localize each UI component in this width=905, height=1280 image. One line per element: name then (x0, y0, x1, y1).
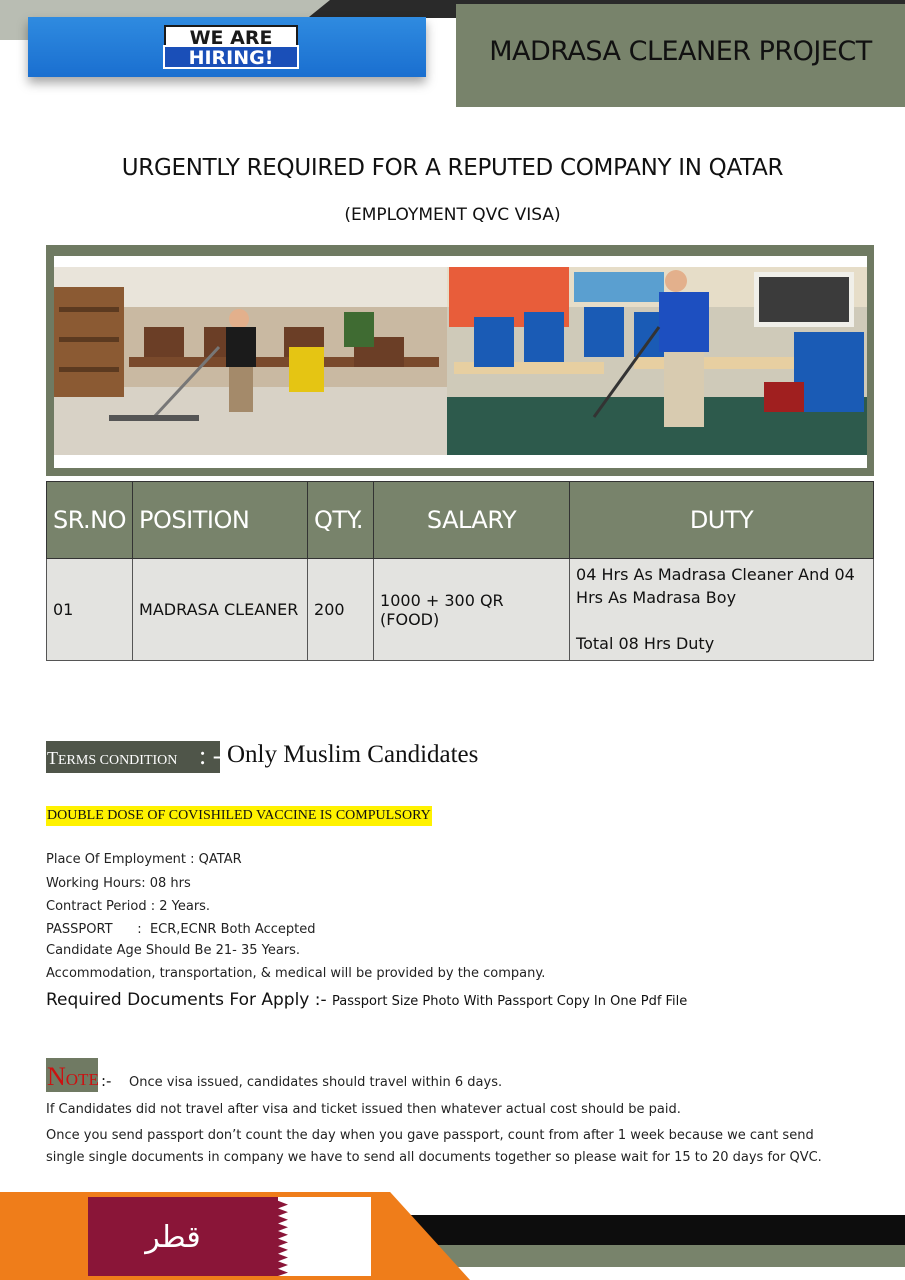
note-label (47, 1062, 99, 1092)
header-duty: DUTY (570, 482, 874, 559)
headline: URGENTLY REQUIRED FOR A REPUTED COMPANY IN QATAR (121, 155, 784, 181)
footer-olive-bar (410, 1245, 905, 1267)
subheadline: (EMPLOYMENT QVC VISA) (344, 205, 561, 225)
note-line-3: Once you send passport don’t count the day when you gave passport, count from after 1 week because we cant send single single documents in company we have to send all documents together so please wait for 15 to 20 days for QVC. (46, 1128, 822, 1165)
cleaners-photo (54, 267, 867, 455)
banner-line1: WE ARE (189, 27, 273, 49)
position-table (46, 481, 874, 661)
terms-label-rest: ERMS CONDITION (58, 753, 178, 768)
footer-black-bar (380, 1215, 905, 1245)
we-are-hiring-sign (162, 24, 300, 70)
header-qty: QTY. (308, 482, 374, 559)
duty-line-2: Total 08 Hrs Duty (576, 634, 715, 653)
required-documents-value: Passport Size Photo With Passport Copy In One Pdf File (332, 994, 688, 1009)
header-sr-no: SR.NO (47, 482, 133, 559)
note-label-rest: OTE (65, 1070, 99, 1089)
cell-position: MADRASA CLEANER (133, 559, 308, 661)
qatar-flag-logo (88, 1197, 371, 1276)
detail-passport: PASSPORT : ECR,ECNR Both Accepted (46, 922, 316, 937)
cell-qty: 200 (308, 559, 374, 661)
note-label-first: N (47, 1062, 66, 1091)
header-salary: SALARY (374, 482, 570, 559)
required-documents-label: Required Documents For Apply :- (46, 990, 333, 1010)
detail-contract: Contract Period : 2 Years. (46, 899, 211, 914)
terms-label-first: T (47, 748, 58, 768)
terms-label (47, 748, 177, 769)
detail-hours: Working Hours: 08 hrs (46, 876, 191, 891)
detail-place: Place Of Employment : QATAR (46, 852, 242, 867)
terms-value: Only Muslim Candidates (227, 741, 479, 768)
header-position: POSITION (133, 482, 308, 559)
note-line-2: If Candidates did not travel after visa and ticket issued then whatever actual cost should be paid. (46, 1102, 681, 1117)
vaccine-notice: DOUBLE DOSE OF COVISHILED VACCINE IS COMPULSORY (46, 806, 432, 826)
required-documents (46, 990, 687, 1010)
duty-line-1: 04 Hrs As Madrasa Cleaner And 04 Hrs As Madrasa Boy (576, 565, 855, 607)
cell-salary: 1000 + 300 QR (FOOD) (374, 559, 570, 661)
table-header-row (47, 482, 874, 559)
terms-separator: : - (199, 741, 222, 770)
table-row (47, 559, 874, 661)
note-separator: :- (101, 1072, 112, 1090)
note-line-1: Once visa issued, candidates should travel within 6 days. (129, 1075, 503, 1090)
flag-script: قطر (145, 1220, 201, 1255)
detail-age: Candidate Age Should Be 21- 35 Years. (46, 943, 301, 958)
cell-duty (570, 559, 874, 661)
project-title: MADRASA CLEANER PROJECT (489, 36, 872, 67)
banner-line2: HIRING! (188, 47, 274, 69)
detail-benefits: Accommodation, transportation, & medical will be provided by the company. (46, 966, 546, 981)
cell-sr-no: 01 (47, 559, 133, 661)
